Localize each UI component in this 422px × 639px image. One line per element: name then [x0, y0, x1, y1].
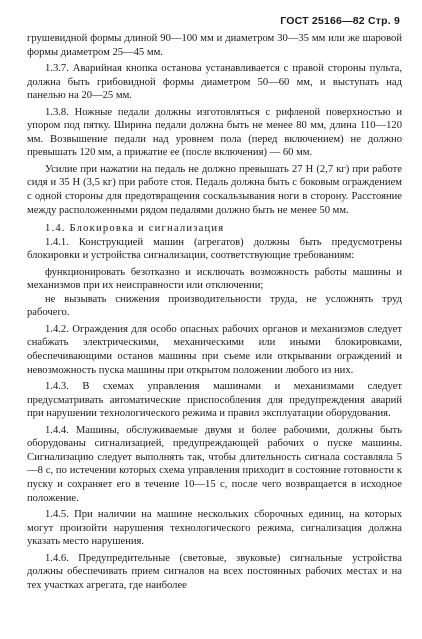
- paragraph-1-4-5: 1.4.5. При наличии на машине нескольких сборочных единиц, на которых могут произойти нарушения технологического режима, сигнализация должна указать место нарушения.: [27, 509, 402, 548]
- paragraph-1-4-3: 1.4.3. В схемах управления машинами и механизмами следует предусматривать автоматические приспособления для предупреждения аварий при нарушении технологического режима и правил эксплуатации оборудования.: [27, 381, 402, 420]
- paragraph-1-4-2: 1.4.2. Ограждения для особо опасных рабочих органов и механизмов следует снабжать электрическими, механическими или иными блокировками, обеспечивающими останов машины при съеме или открывании ограждений и невозможность пуска машины при открытом положении любого из них.: [27, 323, 402, 376]
- standard-number: ГОСТ 25166—82: [280, 15, 365, 27]
- paragraph-1-3-8: 1.3.8. Ножные педали должны изготовляться с рифленой поверхностью и упором под пятку. Ширина педали должна быть не менее 80 мм, длина 110—120 мм. Возвышение педали над уровнем пола (перед включением) не должно превышать 120 мм, а прижатие ее (после включения) — 60 мм.: [27, 106, 402, 159]
- paragraph-1-4-4: 1.4.4. Машины, обслуживаемые двумя и более рабочими, должны быть оборудованы сигнализацией, предупреждающей рабочих о пуске машины. Сигнализацию следует выполнять так, чтобы длительность сигнала составляла 5—8 с, по истечении которых схема управления приходит в состояние готовности к пуску и сохраняет его в течение 10—15 с, после чего возвращается в исходное положение.: [27, 424, 402, 504]
- requirement-item-1: функционировать безотказно и исключать возможность работы машины и механизмов при их неисправности или отключении;: [27, 266, 402, 292]
- paragraph-continuation: грушевидной формы длиной 90—100 мм и диаметром 30—35 мм или же шаровой формы диаметром 25—45 мм.: [27, 33, 402, 58]
- paragraph-1-3-7: 1.3.7. Аварийная кнопка останова устанавливается с правой стороны пульта, должна быть грибовидной формы диаметром 50—60 мм, и выступать над панелью на 20—25 мм.: [27, 63, 402, 102]
- paragraph-pedal-force: Усилие при нажатии на педаль не должно превышать 27 Н (2,7 кг) при работе сидя и 35 Н (3,5 кг) при работе стоя. Педаль должна быть с боковым ограждением с одной стороны для предотвращения соскальзывания ноги в сторону. Расстояние между расположенными рядом педалями должно быть не менее 50 мм.: [27, 163, 402, 216]
- page-header: [27, 14, 402, 32]
- document-body: [27, 32, 402, 592]
- section-heading-1-4: 1.4. Блокировка и сигнализация: [45, 223, 225, 235]
- page-number: Стр. 9: [367, 15, 400, 27]
- requirement-item-2: не вызывать снижения производительности труда, не усложнять труд рабочего.: [27, 293, 402, 319]
- paragraph-1-4-6: 1.4.6. Предупредительные (световые, звуковые) сигнальные устройства должны обеспечивать прием сигналов на всех постоянных рабочих местах и на тех участках агрегата, где наиболее: [27, 552, 402, 591]
- paragraph-1-4-1: 1.4.1. Конструкцией машин (агрегатов) должны быть предусмотрены блокировки и устройства сигнализации, соответствующие требованиям:: [27, 236, 402, 262]
